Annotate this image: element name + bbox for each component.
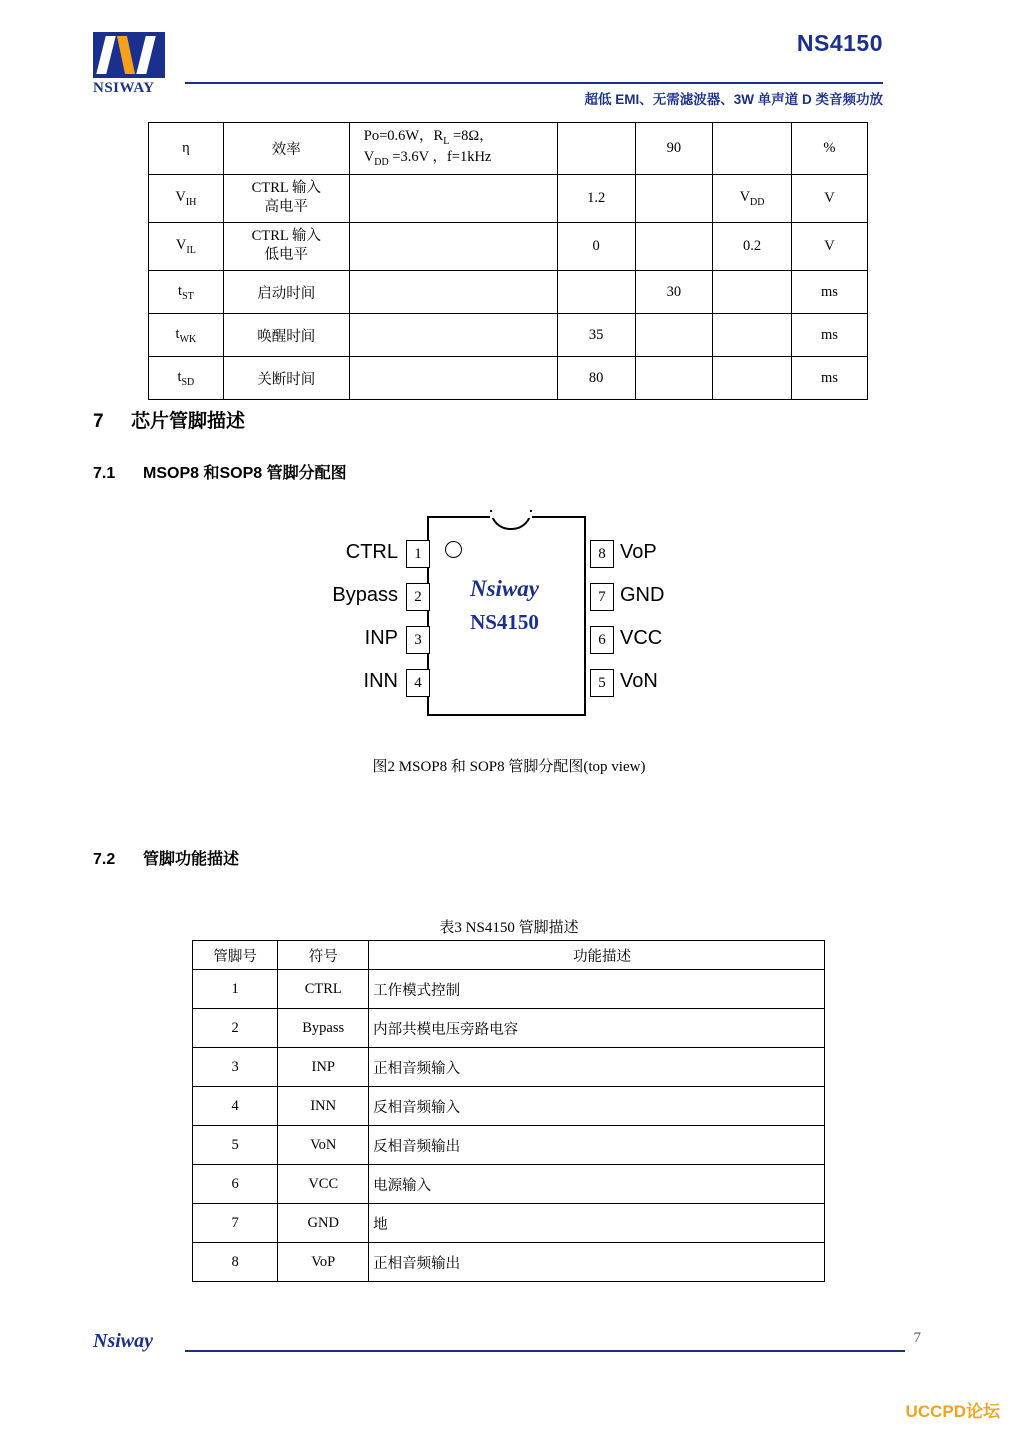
cell-pin-number: 6	[193, 1165, 278, 1204]
nsiway-logo-text: NSIWAY	[93, 80, 155, 96]
spec-symbol: $V_{IL}$	[149, 222, 224, 270]
pin-number-4: 4	[406, 669, 430, 697]
condition-line-1: Po=0.6W，$R_L =8\Omega$，	[363, 128, 494, 147]
section-number: 7	[93, 411, 104, 432]
cell-function: 电源输入	[369, 1165, 825, 1204]
spec-max: 0.2	[713, 222, 792, 270]
cell-pin-number: 8	[193, 1243, 278, 1282]
spec-typ	[635, 174, 713, 222]
table-caption: 表3 NS4150 管脚描述	[439, 920, 579, 936]
pin-label-vop: VoP	[620, 541, 657, 563]
spec-unit: ms	[791, 271, 867, 314]
spec-min	[557, 123, 635, 175]
pin-number-8: 8	[590, 540, 614, 568]
table-row	[149, 123, 868, 175]
table-row	[193, 1087, 825, 1126]
spec-description: 关断时间	[223, 357, 349, 400]
section-heading-7-1	[93, 460, 347, 483]
table-row	[149, 314, 868, 357]
section-heading-7	[93, 406, 245, 433]
chip-brand-label: Nsiway	[470, 576, 539, 601]
spec-typ: 30	[635, 271, 713, 314]
table-row	[193, 970, 825, 1009]
table-row	[193, 1048, 825, 1087]
spec-condition	[349, 357, 557, 400]
spec-symbol: $t_{ST}$	[149, 271, 224, 314]
spec-typ: 90	[635, 123, 713, 175]
cell-symbol: Bypass	[278, 1009, 369, 1048]
spec-symbol: $V_{IH}$	[149, 174, 224, 222]
spec-unit: V	[791, 222, 867, 270]
cell-symbol: INN	[278, 1087, 369, 1126]
table-row	[193, 1204, 825, 1243]
spec-max	[713, 357, 792, 400]
table-row	[193, 1243, 825, 1282]
table-row	[149, 174, 868, 222]
footer-divider	[185, 1350, 905, 1352]
spec-condition	[349, 123, 557, 175]
table-row	[149, 222, 868, 270]
cell-pin-number: 3	[193, 1048, 278, 1087]
cell-symbol: VoN	[278, 1126, 369, 1165]
spec-description: 效率	[223, 123, 349, 175]
pin-label-ctrl: CTRL	[345, 541, 398, 563]
section-heading-7-2	[93, 846, 239, 869]
header-divider	[185, 82, 883, 84]
spec-typ	[635, 314, 713, 357]
spec-condition	[349, 271, 557, 314]
cell-function: 工作模式控制	[369, 970, 825, 1009]
part-number: NS4150	[796, 30, 883, 56]
cell-symbol: VoP	[278, 1243, 369, 1282]
spec-unit: ms	[791, 314, 867, 357]
spec-symbol: $t_{WK}$	[149, 314, 224, 357]
spec-min: 0	[557, 222, 635, 270]
cell-function: 地	[369, 1204, 825, 1243]
spec-min: 35	[557, 314, 635, 357]
chip-part-label: NS4150	[470, 610, 539, 634]
section-number: 7.2	[93, 851, 116, 868]
cell-pin-number: 7	[193, 1204, 278, 1243]
cell-pin-number: 1	[193, 970, 278, 1009]
nsiway-logo	[93, 32, 185, 102]
table-row	[149, 357, 868, 400]
spec-condition	[349, 314, 557, 357]
pin-number-7: 7	[590, 583, 614, 611]
spec-max: $V_{DD}$	[713, 174, 792, 222]
pin-label-gnd: GND	[620, 584, 665, 606]
spec-min: 1.2	[557, 174, 635, 222]
pin-number-2: 2	[406, 583, 430, 611]
pin-label-inp: INP	[364, 627, 398, 649]
header-pin-number: 管脚号	[193, 941, 278, 970]
cell-function: 反相音频输入	[369, 1087, 825, 1126]
pin-label-bypass: Bypass	[332, 584, 398, 606]
spec-description: CTRL 输入 低电平	[223, 222, 349, 270]
spec-symbol: $t_{SD}$	[149, 357, 224, 400]
pin-number-1: 1	[406, 540, 430, 568]
pin-label-vcc: VCC	[620, 627, 663, 649]
spec-typ	[635, 222, 713, 270]
header-symbol: 符号	[278, 941, 369, 970]
cell-function: 内部共模电压旁路电容	[369, 1009, 825, 1048]
condition-line-2: $V_{DD} =3.6V$ ，f=1kHz	[363, 149, 492, 169]
pin1-dot-icon	[445, 541, 462, 558]
spec-typ	[635, 357, 713, 400]
watermark: UCCPD论坛	[905, 1402, 1000, 1421]
spec-description: 启动时间	[223, 271, 349, 314]
table-header-row	[193, 941, 825, 970]
spec-symbol: η	[149, 123, 224, 175]
header-subtitle: 超低 EMI、无需滤波器、3W 单声道 D 类音频功放	[584, 92, 883, 107]
pin-number-3: 3	[406, 626, 430, 654]
spec-unit: V	[791, 174, 867, 222]
pin-number-5: 5	[590, 669, 614, 697]
pin-number-6: 6	[590, 626, 614, 654]
table-row	[193, 1126, 825, 1165]
pin-assignment-diagram	[300, 508, 730, 728]
page-number: 7	[913, 1330, 921, 1346]
electrical-spec-table	[148, 122, 868, 400]
header-function: 功能描述	[369, 941, 825, 970]
section-title: MSOP8 和SOP8 管脚分配图	[143, 465, 347, 482]
page-header	[93, 30, 883, 110]
cell-pin-number: 2	[193, 1009, 278, 1048]
pin-label-inn: INN	[363, 670, 398, 692]
section-title: 芯片管脚描述	[131, 411, 246, 432]
cell-pin-number: 5	[193, 1126, 278, 1165]
pin-label-von: VoN	[620, 670, 658, 692]
spec-min: 80	[557, 357, 635, 400]
spec-unit: %	[791, 123, 867, 175]
table-row	[193, 1165, 825, 1204]
figure-caption: 图2 MSOP8 和 SOP8 管脚分配图(top view)	[372, 759, 646, 775]
table-row	[149, 271, 868, 314]
chip-notch-cover	[490, 512, 532, 518]
page-footer	[93, 1330, 921, 1360]
cell-symbol: GND	[278, 1204, 369, 1243]
cell-function: 反相音频输出	[369, 1126, 825, 1165]
spec-condition	[349, 222, 557, 270]
section-number: 7.1	[93, 465, 116, 482]
cell-pin-number: 4	[193, 1087, 278, 1126]
cell-symbol: VCC	[278, 1165, 369, 1204]
header-right	[283, 30, 883, 57]
spec-max	[713, 314, 792, 357]
spec-description: 唤醒时间	[223, 314, 349, 357]
footer-logo: Nsiway	[93, 1330, 153, 1352]
spec-description: CTRL 输入 高电平	[223, 174, 349, 222]
spec-max	[713, 123, 792, 175]
spec-min	[557, 271, 635, 314]
spec-unit: ms	[791, 357, 867, 400]
cell-function: 正相音频输入	[369, 1048, 825, 1087]
section-title: 管脚功能描述	[143, 851, 240, 868]
pin-description-table	[192, 940, 825, 1282]
table-row	[193, 1009, 825, 1048]
spec-max	[713, 271, 792, 314]
spec-condition	[349, 174, 557, 222]
cell-function: 正相音频输出	[369, 1243, 825, 1282]
cell-symbol: INP	[278, 1048, 369, 1087]
nsiway-logo-mark	[93, 32, 165, 78]
cell-symbol: CTRL	[278, 970, 369, 1009]
